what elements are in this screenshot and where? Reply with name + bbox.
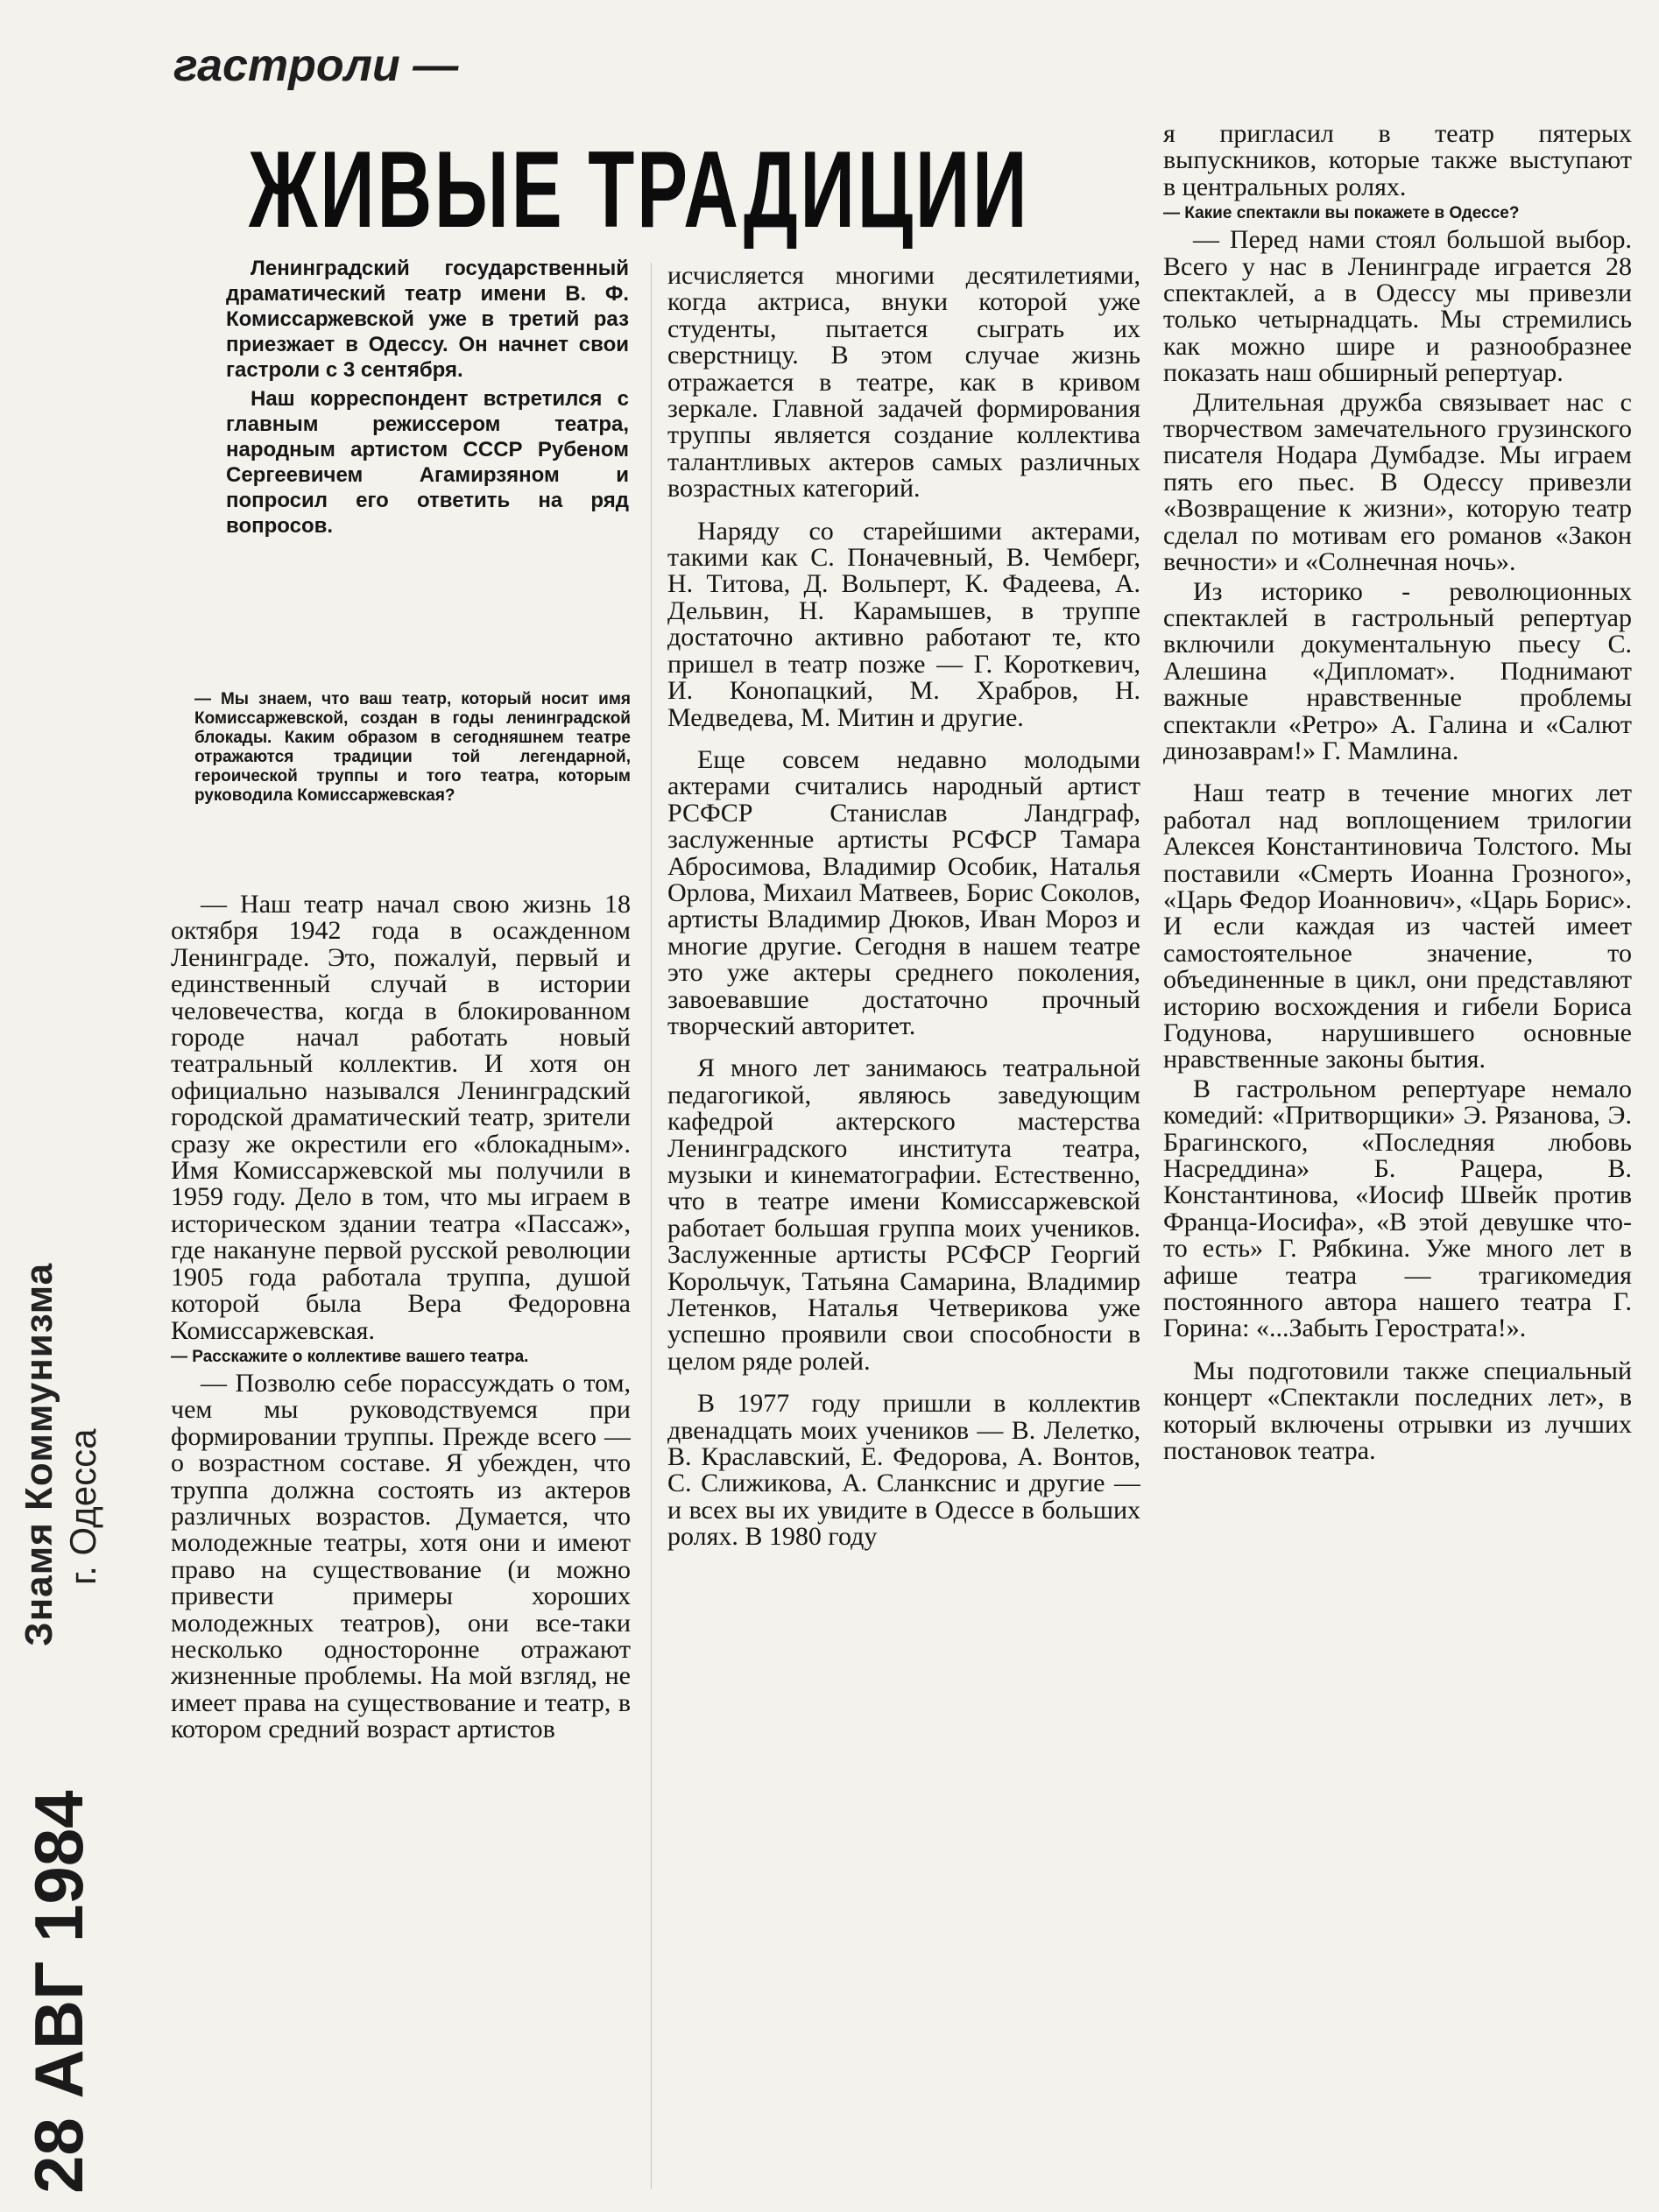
answer-paragraph: Я много лет занимаюсь театральной педагогикой, являюсь заведующим кафедрой актерского мастерства Ленинградского института театра, музыки и кинематографии. Естественно, что в театре имени Комиссаржевской работает большая группа моих учеников. Заслуженные артисты РСФСР Георгий Корольчук, Татьяна Самарина, Владимир Летенков, Наталья Четверикова уже успешно проявили свои способности в целом ряде ролей. — [667, 1053, 1140, 1376]
answer-paragraph: Еще совсем недавно молодыми актерами считались народный артист РСФСР Станислав Ландграф, заслуженные артисты РСФСР Тамара Абросимова, Владимир Особик, Наталья Орлова, Михаил Матвеев, Борис Соколов, артисты Владимир Дюков, Иван Мороз и многие другие. Сегодня в нашем театре это уже актеры среднего поколения, завоевавшие достаточно прочный творческий авторитет. — [667, 744, 1140, 1040]
newspaper-city: г. Одесса — [62, 1428, 103, 1585]
article-column-2 — [667, 263, 1140, 2196]
answer-paragraph: Мы подготовили также специальный концерт «Спектакли последних лет», в который включены отрывки из лучших постановок театра. — [1163, 1356, 1632, 1466]
answer-paragraph: я пригласил в театр пятерых выпускников, которые также выступают в центральных ролях. — [1163, 121, 1632, 201]
column-divider — [651, 263, 652, 2189]
lead-paragraph: Ленинградский государственный драматический театр имени В. Ф. Комиссаржевской уже в третий раз приезжает в Одессу. Он начнет свои гастроли с 3 сентября. — [226, 257, 629, 382]
interview-question: — Мы знаем, что ваш театр, который носит имя Комиссаржевской, создан в годы ленинградской блокады. Каким образом в сегодняшнем театре отражаются традиции той легендарной, героической труппы и того театра, которым руководила Комиссаржевская? — [194, 690, 631, 805]
date-stamp: 28 АВГ 1984 — [20, 1790, 97, 2194]
answer-paragraph: Наряду со старейшими актерами, такими как С. Поначевный, В. Чемберг, Н. Титова, Д. Вольперт, К. Фадеева, А. Дельвин, Н. Карамышев, в труппе достаточно активно работают те, кто пришел в театр позже — Г. Короткевич, И. Конопацкий, М. Храбров, Н. Медведева, М. Митин и другие. — [667, 516, 1140, 732]
answer-paragraph: — Позволю себе порассуждать о том, чем мы руководствуемся при формировании труппы. Прежде всего — о возрастном составе. Я убежден, что труппа должна состоять из актеров различных возрастов. Думается, что молодежные театры, хотя они и имеют право на существование (и можно привести примеры хороших молодежных театров), они все-таки несколько односторонне отражают жизненные проблемы. На мой взгляд, не имеет права на существование и театр, в котором средний возраст артистов — [171, 1368, 631, 1744]
answer-paragraph: — Перед нами стоял большой выбор. Всего у нас в Ленинграде играется 28 спектаклей, а в Одессу мы привезли только четырнадцать. Мы стремились как можно шире и разнообразнее показать наш обширный репертуар. — [1163, 225, 1632, 388]
answer-paragraph: В гастрольном репертуаре немало комедий: «Притворщики» Э. Рязанова, Э. Брагинского, «Последняя любовь Насреддина» Б. Рацера, В. Константинова, «Иосиф Швейк против Франца-Иосифа», «В этой девушке что-то есть» Г. Рябкина. Уже много лет в афише театра — трагикомедия постоянного автора нашего театра Г. Горина: «...Забыть Герострата!». — [1163, 1074, 1632, 1343]
answer-paragraph: — Наш театр начал свою жизнь 18 октября 1942 года в осажденном Ленинграде. Это, пожалуй, первый и единственный случай в истории человечества, когда в блокированном городе начал работать новый театральный коллектив. И хотя он официально назывался Ленинградский городской драматический театр, зрители сразу же окрестили его «блокадным». Имя Комиссаржевской мы получили в 1959 году. Дело в том, что мы играем в историческом здании театра «Пассаж», где накануне первой русской революции 1905 года работала труппа, душой которой была Вера Федоровна Комиссаржевская. — [171, 891, 631, 1345]
answer-paragraph: В 1977 году пришли в коллектив двенадцать моих учеников — В. Лелетко, В. Краславский, Е. Федорова, А. Вонтов, С. Слижикова, А. Сланкснис и другие — и всех вы их увидите в Одессе в больших ролях. В 1980 году — [667, 1389, 1140, 1552]
interview-question: — Расскажите о коллективе вашего театра. — [171, 1347, 529, 1366]
answer-paragraph: Из историко - революционных спектаклей в гастрольный репертуар включили документальную пьесу С. Алешина «Дипломат». Поднимают важные нравственные проблемы спектакли «Ретро» А. Галина и «Салют динозаврам!» Г. Мамлина. — [1163, 576, 1632, 765]
article-column-3 — [1163, 121, 1632, 2196]
lead-paragraph: Наш корреспондент встретился с главным режиссером театра, народным артистом СССР Рубеном Сергеевичем Агамирзяном и попросил его ответить на ряд вопросов. — [226, 387, 629, 538]
article-headline: ЖИВЫЕ ТРАДИЦИИ — [249, 130, 1030, 250]
article-column-1 — [171, 891, 631, 2196]
newspaper-source-label — [18, 1165, 105, 1646]
answer-paragraph: исчисляется многими десятилетиями, когда актриса, внуки которой уже студенты, пытается сыграть их сверстницу. В этом случае жизнь отражается в театре, как в кривом зеркале. Главной задачей формирования труппы является создание коллектива талантливых актеров самых различных возрастных категорий. — [667, 263, 1140, 504]
answer-paragraph: Длительная дружба связывает нас с творчеством замечательного грузинского писателя Нодара Думбадзе. Мы играем пять его пьес. В Одессу привезли «Возвращение к жизни», которую театр сделал по мотивам его романов «Закон вечности» и «Солнечная ночь». — [1163, 387, 1632, 577]
answer-paragraph: Наш театр в течение многих лет работал над воплощением трилогии Алексея Константиновича Толстого. Мы поставили «Смерть Иоанна Грозного», «Царь Федор Иоаннович», «Царь Борис». И если каждая из частей имеет самостоятельное значение, то объединенные в цикл, они представляют историю восхождения и гибели Бориса Годунова, нарушившего основные нравственные законы бытия. — [1163, 778, 1632, 1074]
section-rubric: гастроли — — [173, 40, 459, 91]
interview-question: — Какие спектакли вы покажете в Одессе? — [1163, 204, 1520, 223]
newspaper-name: Знамя Коммунизма — [18, 1262, 60, 1646]
